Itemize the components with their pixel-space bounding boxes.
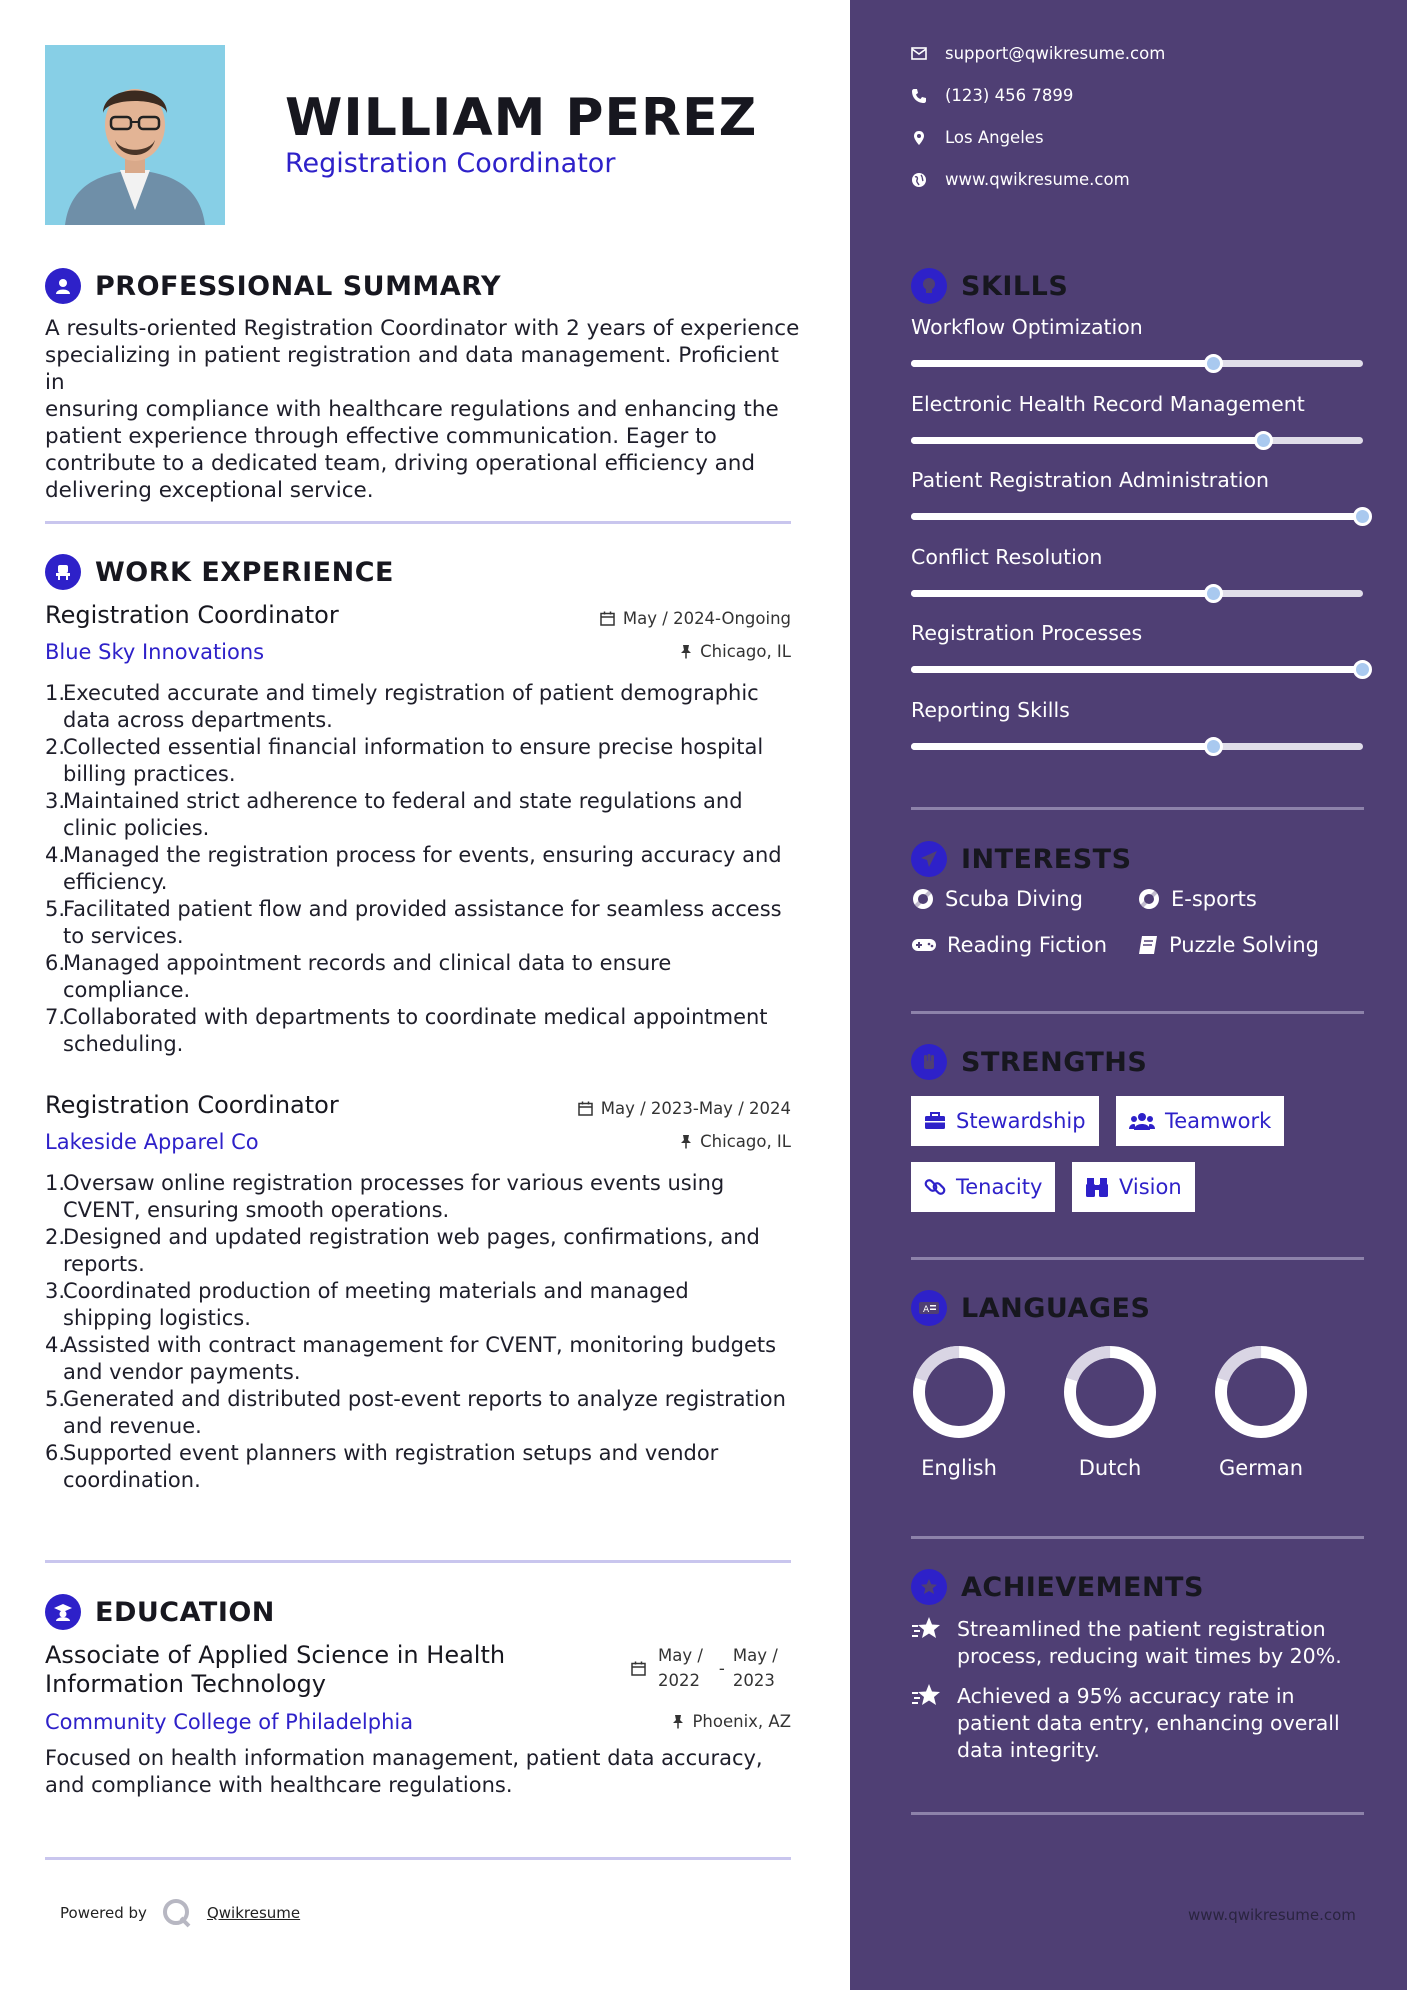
section-divider bbox=[911, 1257, 1364, 1260]
skill-label: Reporting Skills bbox=[911, 697, 1070, 722]
strength-chip bbox=[1116, 1096, 1284, 1146]
list-number: 1. bbox=[45, 1171, 66, 1195]
skill-level-knob bbox=[1353, 507, 1372, 526]
education-heading bbox=[45, 1594, 275, 1630]
contact-text: support@qwikresume.com bbox=[945, 44, 1166, 63]
list-number: 5. bbox=[45, 1387, 66, 1411]
education-date bbox=[631, 1643, 778, 1693]
job-location-text: Chicago, IL bbox=[700, 642, 791, 661]
summary-line: patient experience through effective communication. Eager to bbox=[45, 424, 717, 449]
summary-line: A results-oriented Registration Coordinator with 2 years of experience bbox=[45, 316, 800, 341]
list-item bbox=[45, 1332, 815, 1386]
date-part: May / bbox=[658, 1646, 703, 1665]
skill-bar-fill bbox=[911, 666, 1363, 673]
skill-bar bbox=[911, 666, 1363, 673]
user-icon bbox=[45, 268, 81, 304]
list-item bbox=[45, 1440, 815, 1494]
globe-icon bbox=[911, 172, 927, 188]
contact-email[interactable] bbox=[911, 44, 1165, 63]
summary-line: delivering exceptional service. bbox=[45, 478, 374, 503]
contact-text: Los Angeles bbox=[945, 128, 1044, 147]
skill-bar-fill bbox=[911, 437, 1264, 444]
list-text: Oversaw online registration processes for various events using bbox=[63, 1171, 725, 1195]
lifebuoy-icon bbox=[1137, 887, 1161, 911]
list-item bbox=[45, 1278, 815, 1332]
work-title: WORK EXPERIENCE bbox=[95, 556, 394, 588]
strengths-title: STRENGTHS bbox=[961, 1046, 1148, 1078]
interest-label: Puzzle Solving bbox=[1169, 933, 1319, 957]
star-icon bbox=[911, 1616, 943, 1642]
section-divider bbox=[45, 521, 791, 524]
job-company: Lakeside Apparel Co bbox=[45, 1130, 259, 1154]
list-text: billing practices. bbox=[63, 762, 236, 786]
strength-label: Tenacity bbox=[956, 1175, 1043, 1199]
education-description bbox=[45, 1745, 815, 1799]
section-divider bbox=[911, 807, 1364, 810]
fist-icon bbox=[911, 1044, 947, 1080]
list-item bbox=[45, 1386, 815, 1440]
list-number: 2. bbox=[45, 735, 66, 759]
interest-item bbox=[911, 933, 1107, 957]
list-number: 2. bbox=[45, 1225, 66, 1249]
job-company: Blue Sky Innovations bbox=[45, 640, 265, 664]
contact-website[interactable] bbox=[911, 170, 1130, 189]
skill-bar bbox=[911, 590, 1363, 597]
contact-phone[interactable] bbox=[911, 86, 1073, 105]
candidate-name: WILLIAM PEREZ bbox=[285, 88, 758, 148]
link-icon bbox=[924, 1176, 946, 1198]
job-date bbox=[578, 1099, 791, 1118]
language-item bbox=[1055, 1342, 1165, 1480]
qwikresume-logo-icon bbox=[161, 1897, 193, 1929]
list-item bbox=[45, 1170, 815, 1224]
section-divider bbox=[911, 1536, 1364, 1539]
interest-label: E-sports bbox=[1171, 887, 1257, 911]
briefcase-icon bbox=[924, 1112, 946, 1130]
interests-heading bbox=[911, 841, 1132, 877]
list-text: Coordinated production of meeting materials and managed bbox=[63, 1279, 689, 1303]
section-divider bbox=[911, 1011, 1364, 1014]
language-level-ring bbox=[1206, 1342, 1316, 1442]
language-level-ring bbox=[904, 1342, 1014, 1442]
list-number: 5. bbox=[45, 897, 66, 921]
list-item bbox=[45, 896, 815, 950]
list-text: Designed and updated registration web pages, confirmations, and bbox=[63, 1225, 760, 1249]
list-text: Assisted with contract management for CVENT, monitoring budgets bbox=[63, 1333, 777, 1357]
list-text: clinic policies. bbox=[63, 816, 210, 840]
strength-chip bbox=[911, 1162, 1055, 1212]
languages-heading bbox=[911, 1290, 1150, 1326]
skill-bar-fill bbox=[911, 513, 1363, 520]
footer-site[interactable]: www.qwikresume.com bbox=[1188, 1906, 1356, 1924]
list-item bbox=[45, 950, 815, 1004]
skill-level-knob bbox=[1204, 354, 1223, 373]
powered-by-text: Powered by bbox=[60, 1904, 147, 1922]
list-text: compliance. bbox=[63, 978, 191, 1002]
interest-label: Reading Fiction bbox=[947, 933, 1108, 957]
language-level-ring bbox=[1055, 1342, 1165, 1442]
strength-label: Teamwork bbox=[1165, 1109, 1272, 1133]
list-text: to services. bbox=[63, 924, 184, 948]
list-number: 6. bbox=[45, 1441, 66, 1465]
interests-title: INTERESTS bbox=[961, 843, 1132, 875]
summary-text bbox=[45, 315, 805, 504]
language-name: English bbox=[921, 1456, 997, 1480]
education-title: EDUCATION bbox=[95, 1596, 275, 1628]
skill-bar-fill bbox=[911, 743, 1214, 750]
list-text: Generated and distributed post-event reports to analyze registration bbox=[63, 1387, 786, 1411]
interest-item bbox=[1137, 933, 1319, 957]
skill-level-knob bbox=[1254, 431, 1273, 450]
list-text: coordination. bbox=[63, 1468, 201, 1492]
achievement-item bbox=[911, 1616, 1357, 1670]
pin-icon bbox=[680, 644, 692, 659]
strength-chip bbox=[911, 1096, 1099, 1146]
book-icon bbox=[1137, 934, 1159, 956]
list-number: 4. bbox=[45, 1333, 66, 1357]
skills-heading bbox=[911, 268, 1068, 304]
achievements-title: ACHIEVEMENTS bbox=[961, 1571, 1204, 1603]
skill-level-knob bbox=[1204, 584, 1223, 603]
list-number: 7. bbox=[45, 1005, 66, 1029]
job-title: Registration Coordinator bbox=[45, 1091, 339, 1119]
section-divider bbox=[45, 1560, 791, 1563]
job-date-text: May / 2023-May / 2024 bbox=[600, 1099, 791, 1118]
school: Community College of Philadelphia bbox=[45, 1710, 414, 1734]
skill-label: Workflow Optimization bbox=[911, 315, 1143, 339]
skill-label: Registration Processes bbox=[911, 621, 1143, 645]
skill-label: Electronic Health Record Management bbox=[911, 391, 1305, 416]
list-item bbox=[45, 1224, 815, 1278]
degree-line: Associate of Applied Science in Health bbox=[45, 1641, 506, 1669]
location-icon bbox=[911, 130, 927, 146]
list-text: Managed appointment records and clinical data to ensure bbox=[63, 951, 672, 975]
calendar-icon bbox=[631, 1661, 646, 1676]
achievement-line: patient data entry, enhancing overall bbox=[957, 1711, 1340, 1735]
interest-item bbox=[1137, 887, 1257, 911]
summary-line: ensuring compliance with healthcare regulations and enhancing the bbox=[45, 397, 779, 422]
list-text: CVENT, ensuring smooth operations. bbox=[63, 1198, 450, 1222]
profile-photo bbox=[45, 45, 225, 225]
achievement-line: process, reducing wait times by 20%. bbox=[957, 1644, 1342, 1668]
list-text: Supported event planners with registration setups and vendor bbox=[63, 1441, 719, 1465]
interest-label: Scuba Diving bbox=[945, 887, 1083, 911]
binoculars-icon bbox=[1085, 1176, 1109, 1198]
skill-level-knob bbox=[1353, 660, 1372, 679]
date-part: 2023 bbox=[732, 1671, 775, 1690]
education-location-text: Phoenix, AZ bbox=[692, 1712, 791, 1731]
star-badge-icon bbox=[911, 1569, 947, 1605]
list-text: shipping logistics. bbox=[63, 1306, 251, 1330]
list-item bbox=[45, 680, 815, 734]
job-location bbox=[680, 642, 791, 661]
pin-icon bbox=[672, 1714, 684, 1729]
date-part: May / bbox=[732, 1646, 778, 1665]
pin-icon bbox=[680, 1134, 692, 1149]
skill-label: Patient Registration Administration bbox=[911, 468, 1270, 492]
strength-chip bbox=[1072, 1162, 1195, 1212]
contact-text: (123) 456 7899 bbox=[945, 86, 1074, 105]
languages-title: LANGUAGES bbox=[961, 1292, 1151, 1324]
language-name: German bbox=[1218, 1456, 1304, 1480]
list-text: Collaborated with departments to coordinate medical appointment bbox=[63, 1005, 768, 1029]
list-text: reports. bbox=[63, 1252, 145, 1276]
list-number: 3. bbox=[45, 1279, 66, 1303]
email-icon bbox=[911, 47, 927, 60]
translate-icon bbox=[911, 1290, 947, 1326]
job-title: Registration Coordinator bbox=[45, 601, 339, 629]
job-location bbox=[680, 1132, 791, 1151]
skill-bar bbox=[911, 437, 1363, 444]
list-number: 4. bbox=[45, 843, 66, 867]
list-item bbox=[45, 788, 815, 842]
section-divider bbox=[45, 1857, 791, 1860]
job-duties bbox=[45, 1170, 815, 1494]
degree bbox=[45, 1641, 505, 1698]
list-text: Collected essential financial information to ensure precise hospital bbox=[63, 735, 764, 759]
users-icon bbox=[1129, 1112, 1155, 1130]
strengths-heading bbox=[911, 1044, 1147, 1080]
job-date-text: May / 2024-Ongoing bbox=[622, 609, 791, 628]
svg-text:A: A bbox=[923, 1305, 930, 1315]
language-name: Dutch bbox=[1078, 1456, 1142, 1480]
phone-icon bbox=[911, 88, 927, 104]
job-duties bbox=[45, 680, 815, 1058]
list-text: data across departments. bbox=[63, 708, 333, 732]
lightbulb-icon bbox=[911, 268, 947, 304]
summary-title: PROFESSIONAL SUMMARY bbox=[95, 270, 502, 302]
list-text: Executed accurate and timely registration of patient demographic bbox=[63, 681, 759, 705]
summary-heading bbox=[45, 268, 501, 304]
interest-item bbox=[911, 887, 1083, 911]
list-text: Facilitated patient flow and provided assistance for seamless access bbox=[63, 897, 782, 921]
language-item bbox=[904, 1342, 1014, 1480]
gamepad-icon bbox=[911, 936, 937, 954]
skill-level-knob bbox=[1204, 737, 1223, 756]
footer-powered bbox=[60, 1897, 300, 1929]
star-icon bbox=[911, 1683, 943, 1709]
list-item bbox=[45, 1004, 815, 1058]
summary-line: specializing in patient registration and data management. Proficient in bbox=[45, 343, 779, 395]
section-divider bbox=[911, 1812, 1364, 1815]
achievement-line: data integrity. bbox=[957, 1738, 1100, 1762]
graduate-icon bbox=[45, 1594, 81, 1630]
lifebuoy-icon bbox=[911, 887, 935, 911]
skill-bar-fill bbox=[911, 590, 1214, 597]
strength-label: Vision bbox=[1119, 1175, 1182, 1199]
job-date bbox=[600, 609, 791, 628]
list-text: Maintained strict adherence to federal and state regulations and bbox=[63, 789, 743, 813]
achievement-item bbox=[911, 1683, 1357, 1764]
work-heading bbox=[45, 554, 394, 590]
degree-line: Information Technology bbox=[45, 1670, 326, 1698]
skill-bar bbox=[911, 743, 1363, 750]
education-location bbox=[672, 1712, 791, 1731]
skills-title: SKILLS bbox=[961, 270, 1069, 302]
achievement-line: Achieved a 95% accuracy rate in bbox=[957, 1684, 1295, 1708]
list-text: scheduling. bbox=[63, 1032, 184, 1056]
list-text: and revenue. bbox=[63, 1414, 202, 1438]
contact-text: www.qwikresume.com bbox=[945, 170, 1130, 189]
education-desc-line: Focused on health information management, patient data accuracy, bbox=[45, 1746, 763, 1770]
strength-label: Stewardship bbox=[956, 1109, 1086, 1133]
paper-plane-icon bbox=[911, 841, 947, 877]
skill-label: Conflict Resolution bbox=[911, 544, 1103, 569]
list-text: Managed the registration process for events, ensuring accuracy and bbox=[63, 843, 782, 867]
job-location-text: Chicago, IL bbox=[700, 1132, 791, 1151]
education-desc-line: and compliance with healthcare regulations. bbox=[45, 1773, 513, 1797]
list-item bbox=[45, 842, 815, 896]
date-part: 2022 bbox=[658, 1671, 700, 1690]
list-text: and vendor payments. bbox=[63, 1360, 301, 1384]
date-separator: - bbox=[718, 1658, 725, 1678]
list-number: 3. bbox=[45, 789, 66, 813]
candidate-role: Registration Coordinator bbox=[285, 148, 616, 179]
list-number: 1. bbox=[45, 681, 66, 705]
skill-bar-fill bbox=[911, 360, 1214, 367]
achievement-line: Streamlined the patient registration bbox=[957, 1617, 1326, 1641]
calendar-icon bbox=[578, 1101, 593, 1116]
achievements-heading bbox=[911, 1569, 1204, 1605]
language-item bbox=[1206, 1342, 1316, 1480]
contact-location bbox=[911, 128, 1044, 147]
list-text: efficiency. bbox=[63, 870, 168, 894]
chair-icon bbox=[45, 554, 81, 590]
skill-bar bbox=[911, 360, 1363, 367]
list-item bbox=[45, 734, 815, 788]
skill-bar bbox=[911, 513, 1363, 520]
calendar-icon bbox=[600, 611, 615, 626]
brand-link[interactable]: Qwikresume bbox=[206, 1904, 301, 1922]
list-number: 6. bbox=[45, 951, 66, 975]
summary-line: contribute to a dedicated team, driving operational efficiency and bbox=[45, 451, 756, 476]
